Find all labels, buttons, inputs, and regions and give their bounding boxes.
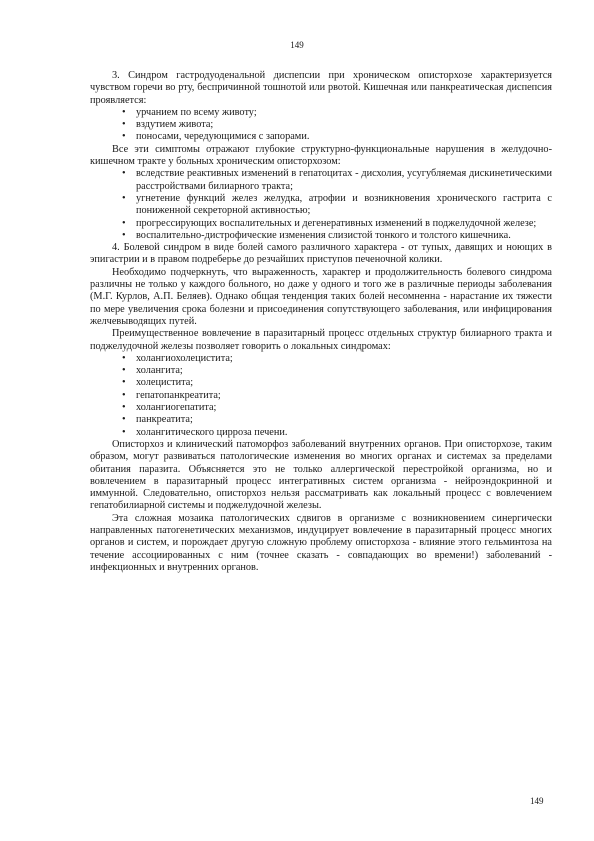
dyspepsia-symptoms-list <box>90 107 552 144</box>
list-item: • холангита; <box>136 365 552 377</box>
gi-disorders-list <box>90 168 552 242</box>
list-item: • поносами, чередующимися с запорами. <box>136 131 552 143</box>
page-number-bottom: 149 <box>530 796 544 806</box>
page-number-top: 149 <box>290 40 304 50</box>
list-item: • панкреатита; <box>136 414 552 426</box>
list-item: • холецистита; <box>136 377 552 389</box>
paragraph-pain-syndrome: 4. Болевой синдром в виде болей самого различного характера - от тупых, давящих и ноющих в эпигастрии и в правом подреберье до резчайших приступов печеночной колики. <box>90 242 552 266</box>
list-item: • холангиогепатита; <box>136 402 552 414</box>
list-item: • вздутием живота; <box>136 119 552 131</box>
list-item: • вследствие реактивных изменений в гепатоцитах - дисхолия, усугубляемая дискинетическими расстройствами билиарного тракта; <box>136 168 552 193</box>
paragraph-dyspepsia-syndrome: 3. Синдром гастродуоденальной диспепсии при хроническом описторхозе характеризуется чувством горечи во рту, беспричинной тошнотой или рвотой. Кишечная или панкреатическая диспепсия проявляется: <box>90 70 552 106</box>
list-item: • холангиохолецистита; <box>136 353 552 365</box>
list-item: • урчанием по всему животу; <box>136 107 552 119</box>
paragraph-complex-mosaic: Эта сложная мозаика патологических сдвигов в организме с возникновением синергически направленных патогенетических механизмов, индуцирует вовлечение в паразитарный процесс многих органов и систем, и порождает другую сложную проблему описторхоза - влияние этого гельминтоза на течение ассоциированных с ним (точнее сказать - совпадающих во времени!) заболеваний - инфекционных и внутренних органов. <box>90 512 552 573</box>
list-item: • холангитического цирроза печени. <box>136 427 552 439</box>
list-item: • прогрессирующих воспалительных и дегенеративных изменений в поджелудочной железе; <box>136 218 552 230</box>
paragraph-clinical-pathomorphosis: Описторхоз и клинический патоморфоз заболеваний внутренних органов. При описторхозе, таким образом, могут развиваться патологические изменения во многих органах и системах за пределами обитания паразита. Объясняется это не только аллергической перестройкой организма, но и вовлечением в паразитарный процесс интегративных систем организма - нейроэндокринной и иммунной. Следовательно, описторхоз нельзя рассматривать как локальный процесс с вовлечением гепатобилиарной системы и поджелудочной железы. <box>90 438 552 512</box>
list-item: • гепатопанкреатита; <box>136 390 552 402</box>
list-item: • воспалительно-дистрофические изменения слизистой тонкого и толстого кишечника. <box>136 230 552 242</box>
list-item: • угнетение функций желез желудка, атрофии и возникновения хронического гастрита с пониженной секреторной активностью; <box>136 193 552 218</box>
paragraph-gi-disorders: Все эти симптомы отражают глубокие структурно-функциональные нарушения в желудочно-кишечном тракте у больных хроническим описторхозом: <box>90 143 552 168</box>
paragraph-local-syndromes: Преимущественное вовлечение в паразитарный процесс отдельных структур билиарного тракта и поджелудочной железы позволяет говорить о локальных синдромах: <box>90 328 552 352</box>
paragraph-pain-variability: Необходимо подчеркнуть, что выраженность, характер и продолжительность болевого синдрома различны не только у каждого больного, но даже у одного и того же в различные периоды заболевания (М.Г. Курлов, А.П. Беляев). Однако общая тенденция таких болей несомненна - нарастание их тяжести по мере увеличения срока болезни и присоединения сопутствующего заболевания, или инфицирования желчевыводящих путей. <box>90 266 552 327</box>
local-syndromes-list <box>90 353 552 439</box>
page-body <box>90 70 552 574</box>
